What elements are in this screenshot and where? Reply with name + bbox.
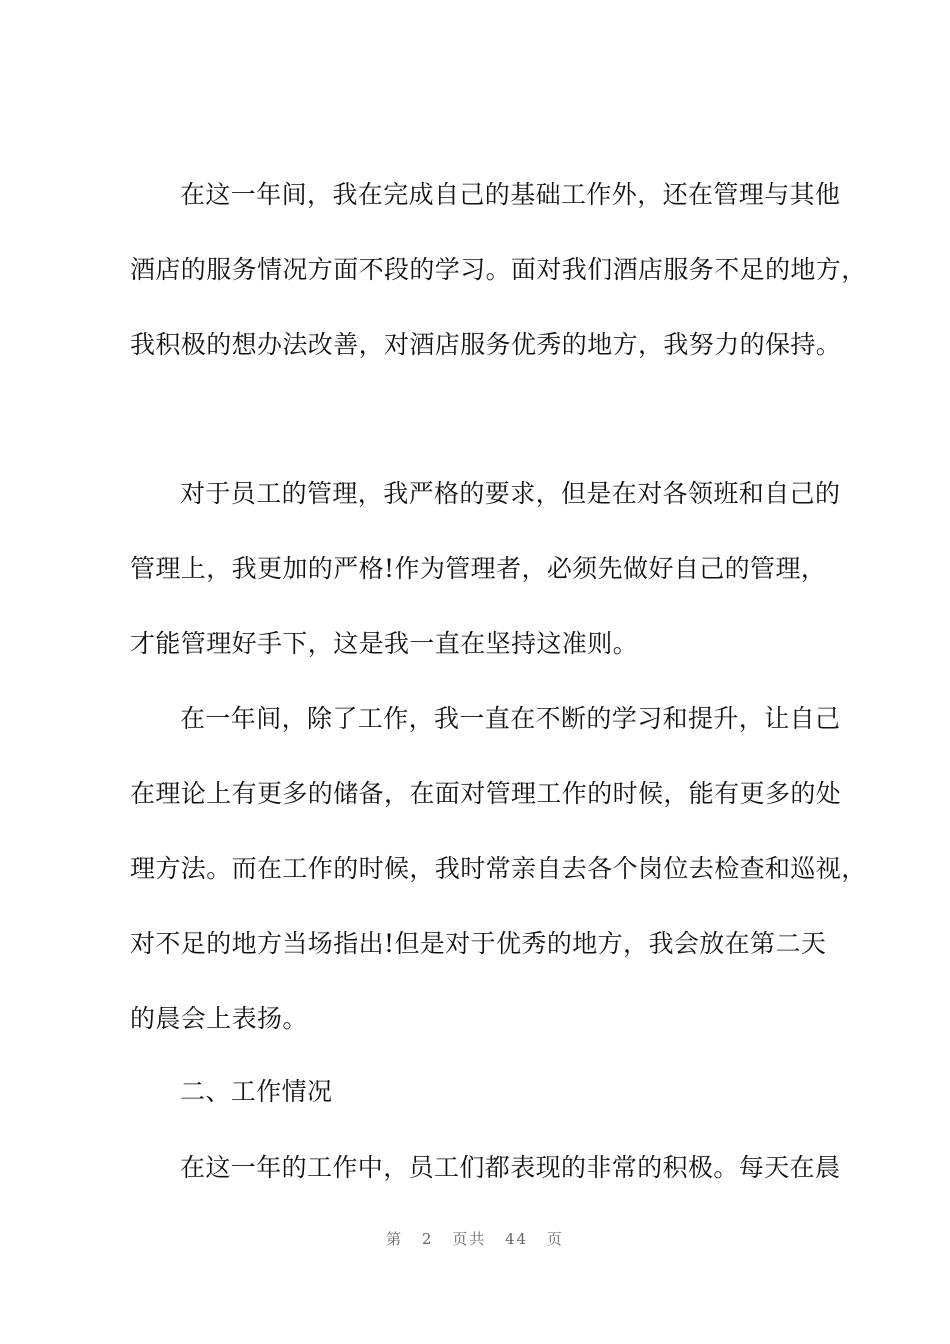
footer-page-number: 2 [421,1230,434,1248]
text-line: 我积极的想办法改善，对酒店服务优秀的地方，我努力的保持。 [130,330,842,359]
footer-suffix: 页 [546,1230,564,1248]
text-line: 理方法。而在工作的时候，我时常亲自去各个岗位去检查和巡视， [130,854,867,883]
section-heading-text: 二、工作情况 [180,1077,333,1106]
footer-prefix: 第 [386,1230,404,1248]
page-footer [0,1228,950,1249]
text-line: 管理上，我更加的严格!作为管理者，必须先做好自己的管理， [130,554,827,583]
footer-middle: 页共 [452,1230,487,1248]
text-line: 在一年间，除了工作，我一直在不断的学习和提升，让自己 [180,704,841,733]
text-line: 的晨会上表扬。 [130,1004,308,1033]
footer-total-pages: 44 [505,1230,529,1248]
text-line: 对不足的地方当场指出!但是对于优秀的地方，我会放在第二天 [130,929,827,958]
text-line: 在理论上有更多的储备，在面对管理工作的时候，能有更多的处 [130,779,842,808]
text-line: 对于员工的管理，我严格的要求，但是在对各领班和自己的 [180,479,841,508]
text-line: 在这一年的工作中，员工们都表现的非常的积极。每天在晨 [180,1153,841,1182]
text-line: 酒店的服务情况方面不段的学习。面对我们酒店服务不足的地方， [130,255,867,284]
text-line: 才能管理好手下，这是我一直在坚持这准则。 [130,629,639,658]
text-line: 在这一年间，我在完成自己的基础工作外，还在管理与其他 [180,180,841,209]
